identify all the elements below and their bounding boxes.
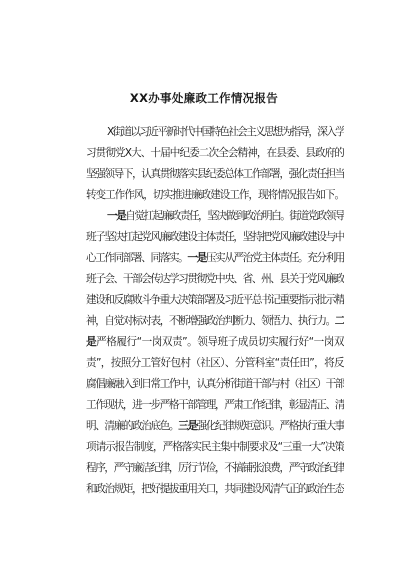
document-title: XX办事处廉政工作情况报告: [129, 91, 279, 105]
text-line: [86, 353, 344, 374]
text-line: [86, 227, 344, 248]
text-line: [86, 395, 344, 416]
line-text: 建设和反腐败斗争重大决策部署及习近平总书记重要指示批示精: [86, 294, 344, 306]
line-text: 责”，按照分工管好包村（社区）、分管科室“责任田”，将反: [86, 357, 344, 369]
text-line: [86, 206, 344, 227]
line-text: 习贯彻党X大、十届中纪委二次全会精神，在县委、县政府的: [86, 147, 344, 159]
text-line: [86, 122, 344, 143]
text-line: [86, 332, 344, 353]
line-text: 坚强领导下，认真贯彻落实县纪委总体工作部署，强化责任担当: [86, 168, 344, 180]
emphasis-text: 三是: [178, 420, 197, 432]
line-text: 腐倡廉融入到日常工作中，认真分析街道干部与村（社区）干部: [86, 378, 344, 390]
line-text: 项请示报告制度，严格落实民主集中制要求及“三重一大”决策: [86, 441, 344, 453]
line-text: 严格履行“一岗双责”。领导班子成员切实履行好“一岗双: [96, 336, 344, 348]
text-line: [86, 164, 344, 185]
line-text: 程序，严守廉洁纪律，厉行节俭，不搞铺张浪费，严守政治纪律: [86, 462, 344, 474]
emphasis-text: 是: [86, 336, 97, 348]
text-line: [86, 416, 344, 437]
text-line: [86, 290, 344, 311]
text-line: [86, 479, 344, 500]
text-line: [86, 143, 344, 164]
line-text: 工作现状，进一步严格干部管理，严肃工作纪律，彰显清正、清: [86, 399, 344, 411]
line-text: 神，自觉对标对表，不断增强政治判断力、领悟力、执行力。: [86, 315, 335, 327]
emphasis-text: 一是: [107, 210, 126, 222]
line-text: 强化纪律规矩意识。严格执行重大事: [196, 420, 344, 432]
text-line: [86, 248, 344, 269]
line-text: 班子会、干部会传达学习贯彻党中央、省、州、县关于党风廉政: [86, 273, 344, 285]
line-text: 班子坚决扛起党风廉政建设主体责任，坚持把党风廉政建设与中: [86, 231, 344, 243]
text-line: [86, 311, 344, 332]
line-text: 自觉扛起廉政责任，坚决做到政治明白。街道党政领导: [125, 210, 344, 222]
emphasis-text: 一是: [187, 252, 206, 264]
text-line: [86, 269, 344, 290]
text-line: [86, 185, 344, 206]
text-line: [86, 458, 344, 479]
line-text: 心工作同部署、同落实。: [86, 252, 188, 264]
line-text: 明、清廉的政治底色。: [86, 420, 179, 432]
emphasis-text: 二: [334, 315, 344, 327]
line-text: 转变工作作风，切实推进廉政建设工作，现将情况报告如下。: [86, 189, 344, 201]
text-line: [86, 437, 344, 458]
line-text: 和政治规矩，把好提拔重用关口，共同建设风清气正的政治生态: [86, 483, 344, 495]
line-text: 压实从严治党主体责任。充分利用: [205, 252, 344, 264]
line-text: X街道以习近平新时代中国特色社会主义思想为指导，深入学: [107, 126, 344, 138]
text-line: [86, 374, 344, 395]
document-body: [86, 122, 344, 500]
